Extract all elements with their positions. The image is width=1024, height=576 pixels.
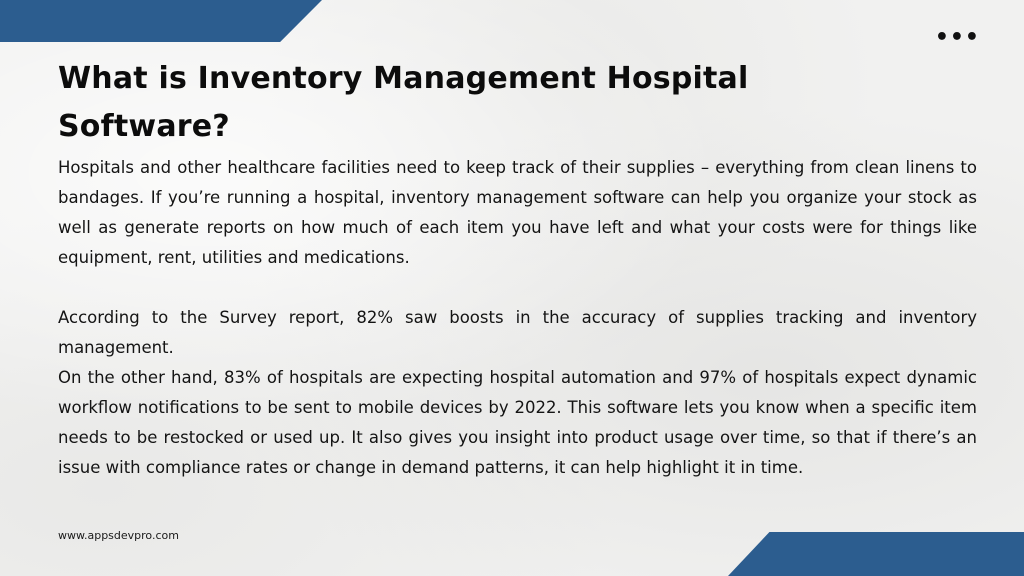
- paragraph-intro: Hospitals and other healthcare facilities need to keep track of their supplies – everything from clean linens to bandages. If you’re running a hospital, inventory management software can help you organize your stock as well as generate reports on how much of each item you have left and what your costs were for things like equipment, rent, utilities and medications.: [58, 158, 977, 267]
- bottom-right-accent-shape: [728, 532, 1024, 576]
- paragraph-spacer: [58, 273, 977, 303]
- top-left-accent-shape: [0, 0, 322, 42]
- more-dots-icon[interactable]: •••: [934, 25, 980, 50]
- footer-url: www.appsdevpro.com: [58, 529, 179, 542]
- page-title: What is Inventory Management Hospital Software?: [58, 61, 749, 144]
- paragraph-automation: On the other hand, 83% of hospitals are expecting hospital automation and 97% of hospitals expect dynamic workflow notifications to be sent to mobile devices by 2022. This software lets you know when a specific item needs to be restocked or used up. It also gives you insight into product usage over time, so that if there’s an issue with compliance rates or change in demand patterns, it can help highlight it in time.: [58, 368, 977, 477]
- paragraph-survey: According to the Survey report, 82% saw boosts in the accuracy of supplies tracking and inventory management.: [58, 308, 977, 357]
- body-text: [58, 153, 977, 483]
